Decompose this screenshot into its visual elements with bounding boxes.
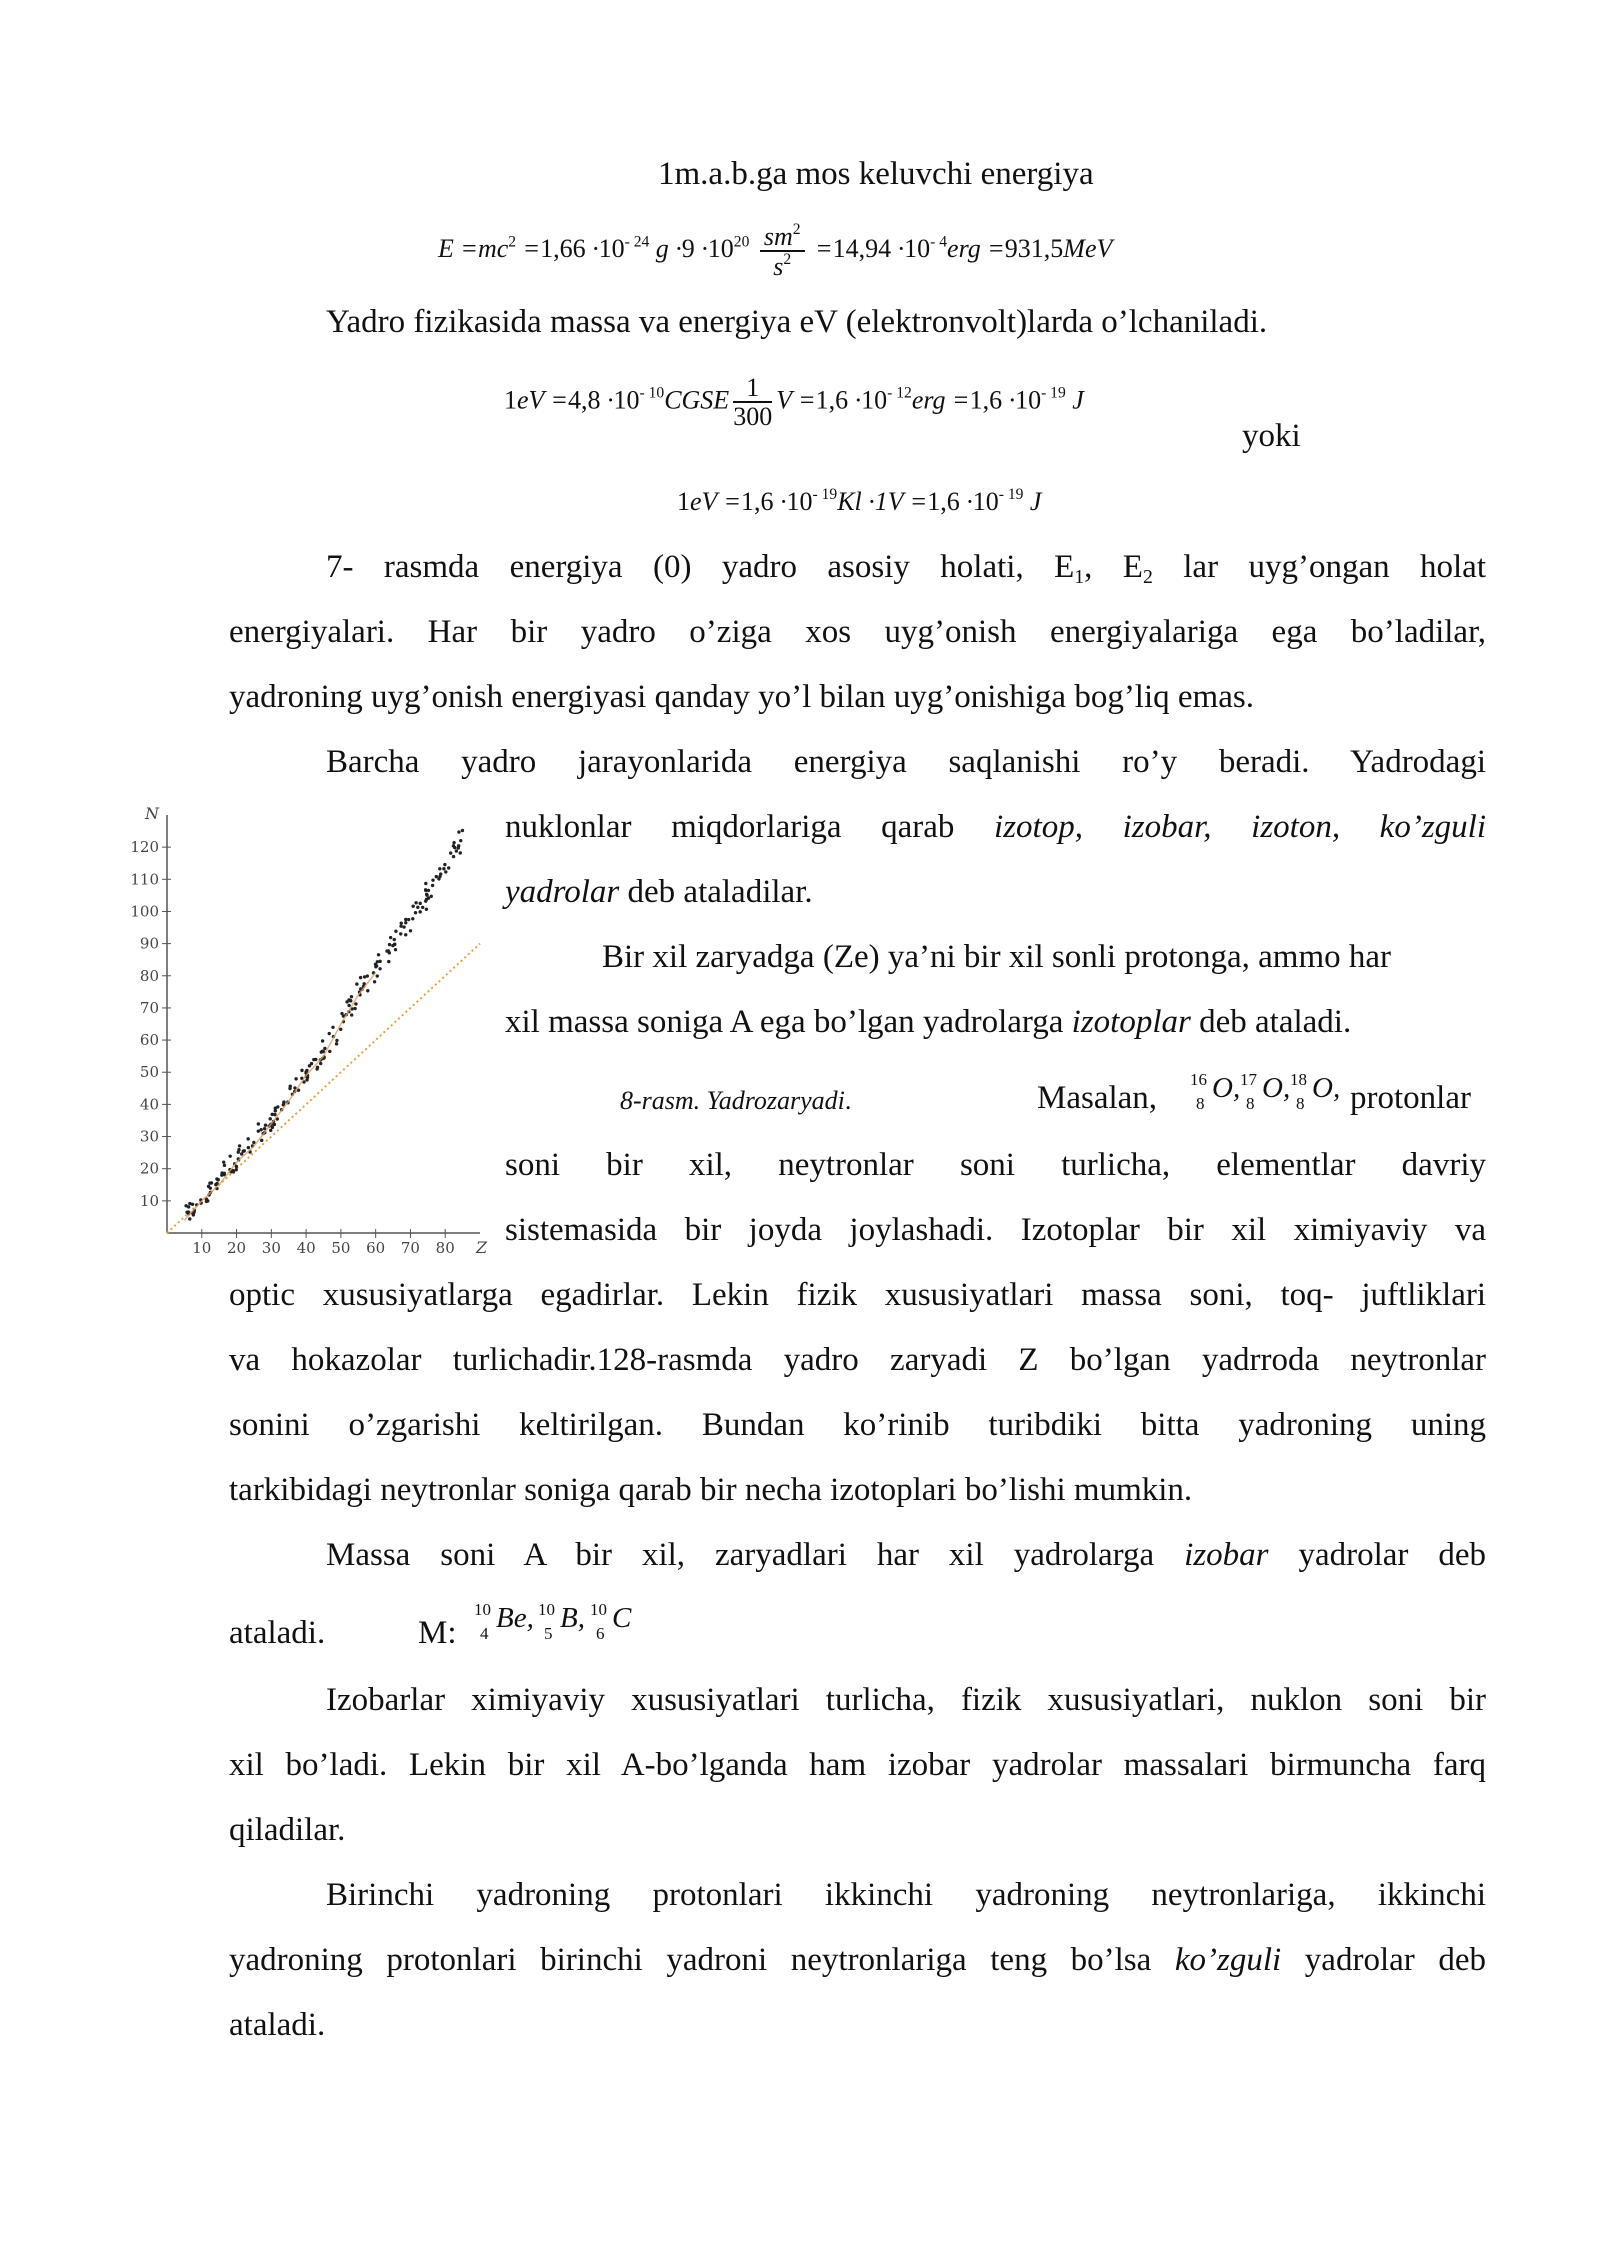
- paragraph-soni-line6: tarkibidagi neytronlar soniga qarab bir necha izotoplari bo’lishi mumkin.: [229, 1472, 1193, 1508]
- x-tick-label: 20: [227, 1239, 247, 1255]
- data-point: [443, 863, 446, 866]
- paragraph-izobarlar-line3: qiladilar.: [229, 1812, 346, 1848]
- data-point: [340, 1012, 343, 1015]
- data-point: [427, 889, 430, 892]
- isobar-nuclides: 10 4 Be, 10 5 B, 10 6 C: [474, 1600, 632, 1643]
- y-tick-label: 30: [139, 1127, 159, 1146]
- y-tick-label: 50: [139, 1063, 159, 1082]
- paragraph-units: Yadro fizikasida massa va energiya eV (elektronvolt)larda o’lchaniladi.: [326, 304, 1268, 340]
- y-tick-label: 120: [130, 838, 159, 857]
- data-point: [355, 982, 358, 985]
- paragraph-7-line2: energiyalari. Har bir yadro o’ziga xos uyg’onish energiyalariga ega bo’ladilar,: [229, 614, 1486, 650]
- data-point: [459, 851, 462, 854]
- data-point: [394, 948, 397, 951]
- masalan-word: Masalan,: [1037, 1080, 1158, 1116]
- data-point: [416, 906, 419, 909]
- paragraph-barcha-line1: Barcha yadro jarayonlarida energiya saqlanishi ro’y beradi. Yadrodagi: [326, 744, 1486, 780]
- paragraph-7-line1: 7- rasmda energiya (0) yadro asosiy holati, $E_1$, $E_2$ lar uyg’ongan holat: [326, 549, 1486, 588]
- data-point: [282, 1100, 285, 1103]
- data-point: [388, 943, 391, 946]
- data-point: [300, 1069, 303, 1072]
- data-point: [399, 924, 402, 927]
- data-point: [409, 929, 412, 932]
- data-point: [353, 1007, 356, 1010]
- data-point: [335, 1042, 338, 1045]
- data-point: [391, 944, 394, 947]
- data-point: [359, 976, 362, 979]
- data-point: [393, 938, 396, 941]
- data-point: [188, 1217, 191, 1220]
- data-point: [421, 906, 424, 909]
- x-tick-label: 10: [192, 1239, 212, 1255]
- data-point: [414, 901, 417, 904]
- data-point: [457, 844, 460, 847]
- paragraph-soni-line4: va hokazolar turlichadir.128-rasmda yadro zaryadi Z bo’lgan yadrroda neytronlar: [229, 1342, 1486, 1378]
- data-point: [438, 867, 441, 870]
- data-point: [335, 1039, 338, 1042]
- data-point: [394, 930, 397, 933]
- m-label: M:: [418, 1615, 457, 1651]
- data-point: [206, 1199, 209, 1202]
- paragraph-soni-line3: optic xususiyatlarga egadirlar. Lekin fizik xususiyatlari massa soni, toq- juftliklari: [229, 1277, 1486, 1313]
- data-point: [449, 851, 452, 854]
- y-tick-label: 110: [130, 870, 159, 889]
- data-point: [238, 1144, 241, 1147]
- data-point: [223, 1164, 226, 1167]
- paragraph-7-line3: yadroning uyg’onish energiyasi qanday yo’l bilan uyg’onishiga bog’liq emas.: [229, 679, 1254, 715]
- y-tick-label: 20: [139, 1159, 159, 1178]
- paragraph-barcha-line2: nuklonlar miqdorlariga qarab izotop, izobar, izoton, ko’zguli: [505, 809, 1487, 845]
- paragraph-izobarlar-line2: xil bo’ladi. Lekin bir xil A-bo’lganda ham izobar yadrolar massalari birmuncha farq: [229, 1747, 1486, 1783]
- data-point: [461, 829, 464, 832]
- data-point: [273, 1113, 276, 1116]
- data-point: [404, 933, 407, 936]
- paragraph-soni-line2: sistemasida bir joyda joylashadi. Izotoplar bir xil ximiyaviy va: [505, 1212, 1486, 1248]
- data-point: [269, 1117, 272, 1120]
- y-tick-label: 10: [139, 1191, 159, 1210]
- data-point: [207, 1185, 210, 1188]
- y-axis-label: N: [145, 804, 159, 823]
- data-point: [289, 1084, 292, 1087]
- data-point: [411, 917, 414, 920]
- data-point: [457, 830, 460, 833]
- paragraph-izobarlar-line1: Izobarlar ximiyaviy xususiyatlari turlicha, fizik xususiyatlari, nuklon soni bir: [326, 1682, 1486, 1718]
- n-vs-z-scatter-chart: [110, 795, 490, 1255]
- paragraph-izotop-line1: Bir xil zaryadga (Ze) ya’ni bir xil sonli protonga, ammo har: [602, 939, 1392, 975]
- data-point: [431, 878, 434, 881]
- data-point: [378, 960, 381, 963]
- data-point: [271, 1126, 274, 1129]
- figure-n-vs-z: [110, 795, 490, 1255]
- figure-caption: 8-rasm. Yadrozaryadi.: [620, 1086, 852, 1115]
- data-point: [402, 925, 405, 928]
- data-point: [400, 921, 403, 924]
- data-point: [235, 1168, 238, 1171]
- data-point: [240, 1152, 243, 1155]
- paragraph-izotop-line2: xil massa soniga A ega bo’lgan yadrolarga izotoplar deb ataladi.: [505, 1004, 1352, 1040]
- data-point: [447, 866, 450, 869]
- data-point: [349, 999, 352, 1002]
- equation-amu-energy: $E =mc^2 =1,66 \cdot 10^{- 24}$ $g \cdot 9 \cdot 10^{20}$ $\frac{sm^2}{s^2}$ $=14,94 \cdot 10^{- 4}erg =931,5MeV$: [438, 221, 1113, 282]
- data-point: [312, 1058, 315, 1061]
- data-point: [257, 1122, 260, 1125]
- data-point: [366, 989, 369, 992]
- data-point: [264, 1124, 267, 1127]
- data-point: [378, 967, 381, 970]
- data-point: [305, 1078, 308, 1081]
- data-point: [222, 1160, 225, 1163]
- data-point: [294, 1077, 297, 1080]
- data-point: [319, 1062, 322, 1065]
- x-tick-label: 50: [331, 1239, 351, 1255]
- data-point: [387, 960, 390, 963]
- data-point: [452, 855, 455, 858]
- data-point: [350, 1013, 353, 1016]
- paragraph-kozguli-line3: ataladi.: [229, 2007, 326, 2043]
- ataladi-word: ataladi.: [229, 1615, 326, 1651]
- y-tick-label: 70: [139, 998, 159, 1017]
- data-point: [424, 882, 427, 885]
- data-point: [399, 932, 402, 935]
- data-point: [377, 953, 380, 956]
- data-point: [430, 895, 433, 898]
- data-point: [247, 1146, 250, 1149]
- data-point: [387, 949, 390, 952]
- data-point: [185, 1211, 188, 1214]
- data-point: [407, 918, 410, 921]
- x-tick-label: 60: [366, 1239, 386, 1255]
- data-point: [260, 1139, 263, 1142]
- yoki-word: yoki: [1242, 418, 1301, 454]
- paragraph-kozguli-line1: Birinchi yadroning protonlari ikkinchi yadroning neytronlariga, ikkinchi: [326, 1877, 1486, 1913]
- data-point: [459, 839, 462, 842]
- data-point: [208, 1181, 211, 1184]
- data-point: [328, 1050, 331, 1053]
- data-point: [375, 964, 378, 967]
- data-point: [425, 908, 428, 911]
- y-tick-label: 100: [130, 902, 159, 921]
- paragraph-barcha-line3: yadrolar deb ataladilar.: [505, 874, 813, 910]
- data-point: [404, 921, 407, 924]
- data-point: [414, 911, 417, 914]
- paragraph-kozguli-line2: yadroning protonlari birinchi yadroni neytronlariga teng bo’lsa ko’zguli yadrolar deb: [229, 1942, 1486, 1978]
- data-point: [323, 1047, 326, 1050]
- data-point: [345, 1000, 348, 1003]
- data-point: [418, 910, 421, 913]
- equation-ev-joule: $1eV =1,6 \cdot 10^{- 19}Kl \cdot 1V =1,6 \cdot 10^{- 19}$ J: [677, 486, 1042, 516]
- data-point: [376, 974, 379, 977]
- paragraph-soni-line1: soni bir xil, neytronlar soni turlicha, elementlar davriy: [505, 1147, 1486, 1183]
- data-point: [316, 1066, 319, 1069]
- data-point: [455, 849, 458, 852]
- data-point: [354, 1002, 357, 1005]
- paragraph-soni-line5: sonini o’zgarishi keltirilgan. Bundan ko’rinib turibdiki bitta yadroning uning: [229, 1407, 1486, 1443]
- data-point: [419, 902, 422, 905]
- data-point: [444, 870, 447, 873]
- data-point: [452, 841, 455, 844]
- data-point: [431, 884, 434, 887]
- x-tick-label: 80: [435, 1239, 455, 1255]
- y-tick-label: 40: [139, 1095, 159, 1114]
- x-axis-label: Z: [476, 1238, 488, 1255]
- data-point: [350, 995, 353, 998]
- data-point: [373, 980, 376, 983]
- data-point: [331, 1026, 334, 1029]
- paragraph-izobar-line1: Massa soni A bir xil, zaryadlari har xil yadrolarga izobar yadrolar deb: [326, 1537, 1486, 1573]
- data-point: [424, 888, 427, 891]
- data-point: [453, 846, 456, 849]
- y-tick-label: 60: [139, 1031, 159, 1050]
- data-point: [223, 1172, 226, 1175]
- data-point: [276, 1105, 279, 1108]
- data-point: [191, 1203, 194, 1206]
- data-point: [424, 899, 427, 902]
- data-point: [411, 905, 414, 908]
- data-point: [269, 1129, 272, 1132]
- section-heading: 1m.a.b.ga mos keluvchi energiya: [658, 156, 1094, 192]
- x-tick-label: 30: [261, 1239, 281, 1255]
- equation-ev-cgse: $1eV =4,8 \cdot 10^{- 10}CGSE$ $\frac{1}{300}$ $V =1,6 \cdot 10^{- 12}erg =1,6 \cdot 10^{- 19}$ J: [504, 373, 1084, 432]
- data-point: [184, 1204, 187, 1207]
- data-point: [215, 1177, 218, 1180]
- data-point: [404, 918, 407, 921]
- data-point: [246, 1137, 249, 1140]
- x-tick-label: 70: [400, 1239, 420, 1255]
- protonlar-word: protonlar: [1350, 1080, 1471, 1116]
- data-point: [425, 893, 428, 896]
- data-point: [237, 1151, 240, 1154]
- y-tick-label: 80: [139, 966, 159, 985]
- data-point: [328, 1032, 331, 1035]
- data-point: [442, 867, 445, 870]
- data-point: [347, 1004, 350, 1007]
- data-point: [229, 1154, 232, 1157]
- data-point: [321, 1039, 324, 1042]
- data-point: [308, 1064, 311, 1067]
- y-tick-label: 90: [139, 934, 159, 953]
- data-point: [366, 974, 369, 977]
- data-point: [389, 936, 392, 939]
- data-point: [257, 1129, 260, 1132]
- x-tick-label: 40: [296, 1239, 316, 1255]
- data-point: [438, 875, 441, 878]
- data-point: [435, 875, 438, 878]
- oxygen-isotopes: 16 8 O, 17 8 O, 18 8 O,: [1190, 1070, 1341, 1113]
- data-point: [339, 1028, 342, 1031]
